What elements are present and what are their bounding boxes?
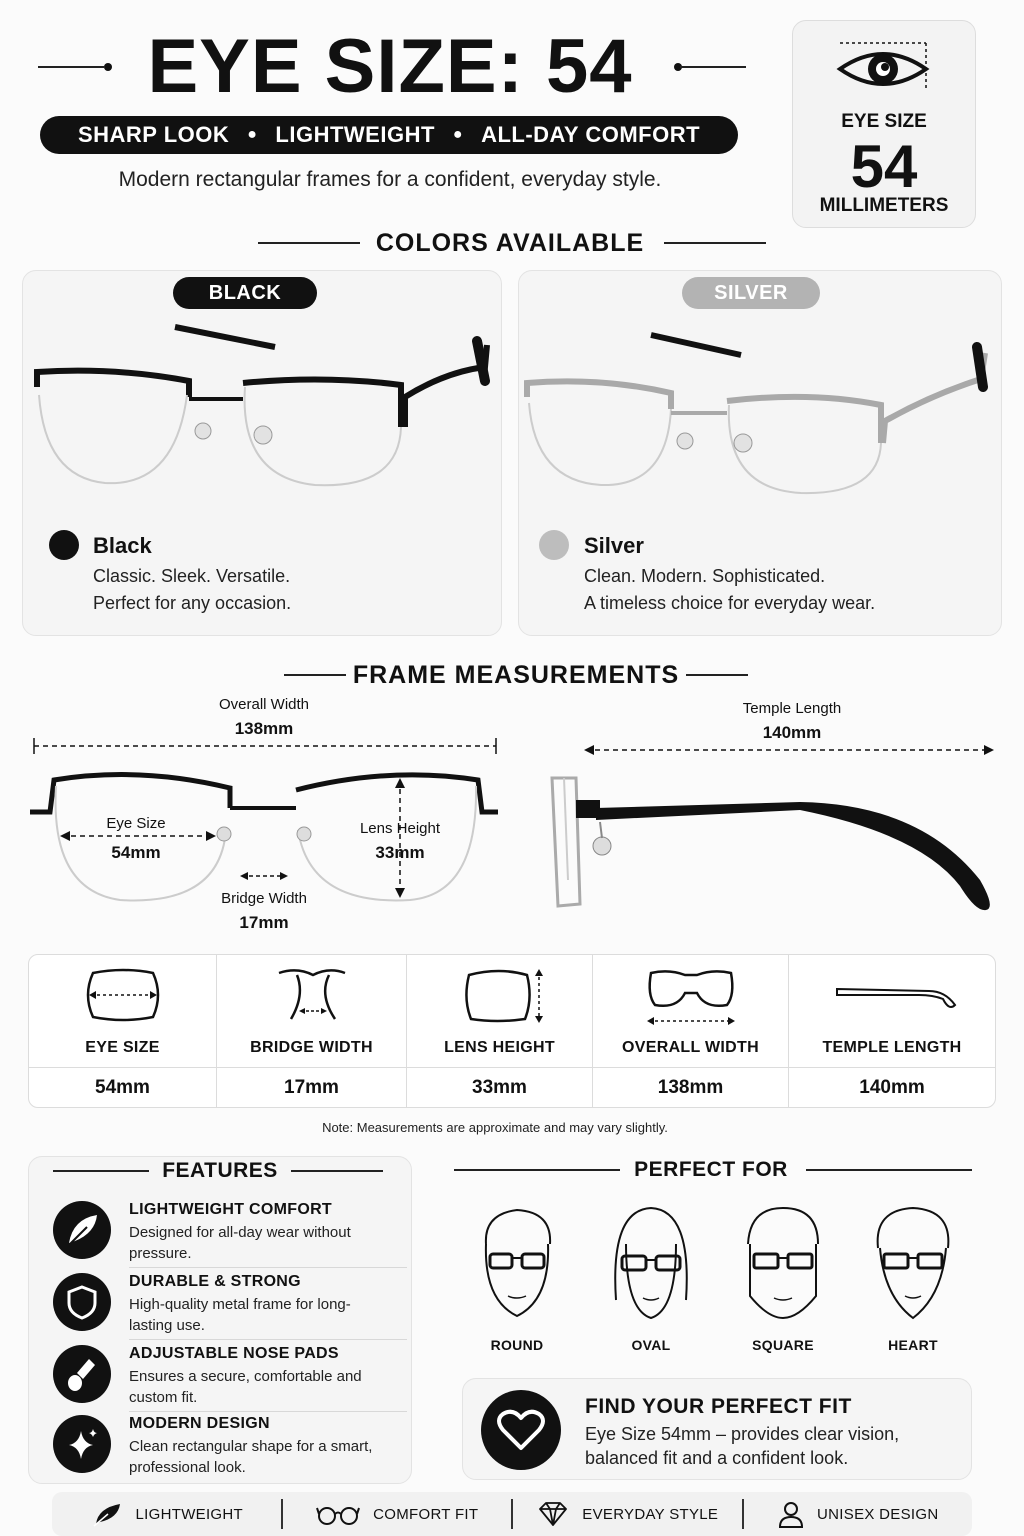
measurements-heading: FRAME MEASUREMENTS xyxy=(352,661,680,689)
benefit-unisex-design xyxy=(744,1499,973,1529)
benefit-everyday-style xyxy=(513,1499,744,1529)
table-header: OVERALL WIDTH xyxy=(622,1039,759,1056)
lens-height-value: 33mm xyxy=(375,843,425,862)
measure-rule-right xyxy=(686,674,748,676)
eye-icon xyxy=(830,37,940,97)
table-value: 140mm xyxy=(789,1067,995,1107)
perfect-rule-left xyxy=(454,1169,620,1171)
feature-title: MODERN DESIGN xyxy=(129,1415,270,1432)
face-label: HEART xyxy=(888,1337,938,1353)
perfect-for-heading: PERFECT FOR xyxy=(634,1158,788,1181)
shield-icon xyxy=(53,1273,111,1331)
eye-size-label: Eye Size xyxy=(106,815,166,832)
swatch-black xyxy=(49,530,79,560)
colors-rule-left xyxy=(258,242,360,244)
face-label: SQUARE xyxy=(752,1337,814,1353)
face-label: OVAL xyxy=(631,1337,671,1353)
black-glasses-image xyxy=(25,317,495,517)
face-oval xyxy=(596,1200,706,1353)
pill-item-2: LIGHTWEIGHT xyxy=(275,122,435,147)
face-square xyxy=(728,1200,838,1353)
temple-length-value: 140mm xyxy=(762,723,822,742)
features-heading: FEATURES xyxy=(162,1159,278,1182)
colors-rule-right xyxy=(664,242,766,244)
face-heart xyxy=(858,1200,968,1353)
feature-divider xyxy=(129,1411,407,1412)
table-header: LENS HEIGHT xyxy=(444,1039,555,1056)
color-tag-black: BLACK xyxy=(173,277,317,309)
person-icon xyxy=(777,1500,805,1528)
tagline: Modern rectangular frames for a confident, everyday style. xyxy=(118,168,662,191)
feather-icon xyxy=(90,1500,124,1528)
feature-title: DURABLE & STRONG xyxy=(129,1273,301,1290)
table-col-bridge-width xyxy=(217,955,407,1107)
benefit-comfort-fit xyxy=(283,1499,514,1529)
fit-line-2: balanced fit and a confident look. xyxy=(585,1448,849,1468)
silver-glasses-image xyxy=(521,317,995,517)
perfect-fit-callout xyxy=(462,1378,972,1480)
heart-icon xyxy=(481,1390,561,1470)
lens-height-icon xyxy=(407,965,593,1031)
feature-desc: High-quality metal frame for long-lasting use. xyxy=(129,1296,351,1334)
overall-width-value: 138mm xyxy=(234,719,294,738)
bridge-width-value: 17mm xyxy=(239,913,289,932)
measurement-note: Note: Measurements are approximate and may vary slightly. xyxy=(322,1120,668,1135)
bridge-width-label: Bridge Width xyxy=(221,890,307,907)
benefit-label: LIGHTWEIGHT xyxy=(135,1505,243,1523)
feather-icon xyxy=(53,1201,111,1259)
feature-divider xyxy=(129,1339,407,1340)
swatch-silver xyxy=(539,530,569,560)
page-title: EYE SIZE: 54 xyxy=(147,24,633,109)
temple-length-label: Temple Length xyxy=(742,700,842,717)
table-value: 138mm xyxy=(593,1067,788,1107)
sparkle-icon xyxy=(53,1415,111,1473)
table-value: 33mm xyxy=(407,1067,592,1107)
face-round xyxy=(462,1200,572,1353)
badge-value: 54 xyxy=(850,133,918,200)
square-face-icon xyxy=(728,1200,838,1330)
benefit-label: UNISEX DESIGN xyxy=(817,1505,939,1523)
eye-size-badge xyxy=(792,20,976,228)
pill-item-3: ALL-DAY COMFORT xyxy=(481,122,701,147)
color-card-silver[interactable] xyxy=(518,270,1002,636)
face-label: ROUND xyxy=(490,1337,544,1353)
color-desc-black-2: Perfect for any occasion. xyxy=(93,593,292,613)
features-panel xyxy=(28,1156,412,1484)
feature-desc: Ensures a secure, comfortable and custom fit. xyxy=(129,1368,362,1406)
benefit-label: EVERYDAY STYLE xyxy=(582,1505,719,1523)
bottom-benefits-bar xyxy=(52,1492,972,1536)
pill-separator: ● xyxy=(452,126,464,143)
colors-heading: COLORS AVAILABLE xyxy=(375,229,645,257)
measure-rule-left xyxy=(284,674,346,676)
features-rule-right xyxy=(291,1170,383,1172)
glasses-icon xyxy=(315,1502,361,1526)
color-tag-silver: SILVER xyxy=(682,277,820,309)
eye-size-value: 54mm xyxy=(111,843,161,862)
perfect-rule-right xyxy=(806,1169,972,1171)
temple-icon xyxy=(789,965,995,1031)
feature-title: LIGHTWEIGHT COMFORT xyxy=(129,1201,333,1218)
fit-title: FIND YOUR PERFECT FIT xyxy=(585,1395,852,1418)
pill-separator: ● xyxy=(247,126,258,143)
table-col-overall-width xyxy=(593,955,789,1107)
benefit-label: COMFORT FIT xyxy=(373,1505,479,1523)
color-name-black: Black xyxy=(93,533,152,558)
diamond-icon xyxy=(536,1501,570,1527)
heart-face-icon xyxy=(858,1200,968,1330)
feature-desc: Clean rectangular shape for a smart, professional look. xyxy=(129,1438,373,1476)
table-col-lens-height xyxy=(407,955,593,1107)
measurements-table xyxy=(28,954,996,1108)
side-view-diagram xyxy=(540,730,1000,930)
pill-item-1: SHARP LOOK xyxy=(77,122,230,147)
round-face-icon xyxy=(462,1200,572,1330)
table-header: EYE SIZE xyxy=(85,1039,160,1056)
fit-line-1: Eye Size 54mm – provides clear vision, xyxy=(585,1424,900,1444)
table-value: 54mm xyxy=(29,1067,216,1107)
overall-width-label: Overall Width xyxy=(218,696,310,713)
table-col-temple-length xyxy=(789,955,995,1107)
bridge-icon xyxy=(217,965,407,1031)
table-header: TEMPLE LENGTH xyxy=(822,1039,962,1056)
table-value: 17mm xyxy=(217,1067,406,1107)
frame-width-icon xyxy=(593,965,789,1031)
oval-face-icon xyxy=(596,1200,706,1330)
color-desc-silver-2: A timeless choice for everyday wear. xyxy=(584,593,876,613)
color-card-black[interactable] xyxy=(22,270,502,636)
feature-desc: Designed for all-day wear without pressure. xyxy=(129,1224,351,1262)
table-header: BRIDGE WIDTH xyxy=(250,1039,373,1056)
table-col-eye-size xyxy=(29,955,217,1107)
lens-width-icon xyxy=(29,965,217,1031)
features-rule-left xyxy=(53,1170,149,1172)
lens-height-label: Lens Height xyxy=(359,820,441,837)
color-name-silver: Silver xyxy=(584,533,644,558)
feature-divider xyxy=(129,1267,407,1268)
badge-unit: MILLIMETERS xyxy=(819,195,949,216)
benefit-lightweight xyxy=(52,1499,283,1529)
color-desc-silver-1: Clean. Modern. Sophisticated. xyxy=(584,566,826,586)
nose-pad-icon xyxy=(53,1345,111,1403)
features-pill xyxy=(40,116,738,154)
color-desc-black-1: Classic. Sleek. Versatile. xyxy=(93,566,291,586)
feature-title: ADJUSTABLE NOSE PADS xyxy=(129,1345,339,1362)
badge-label: EYE SIZE xyxy=(841,111,927,132)
